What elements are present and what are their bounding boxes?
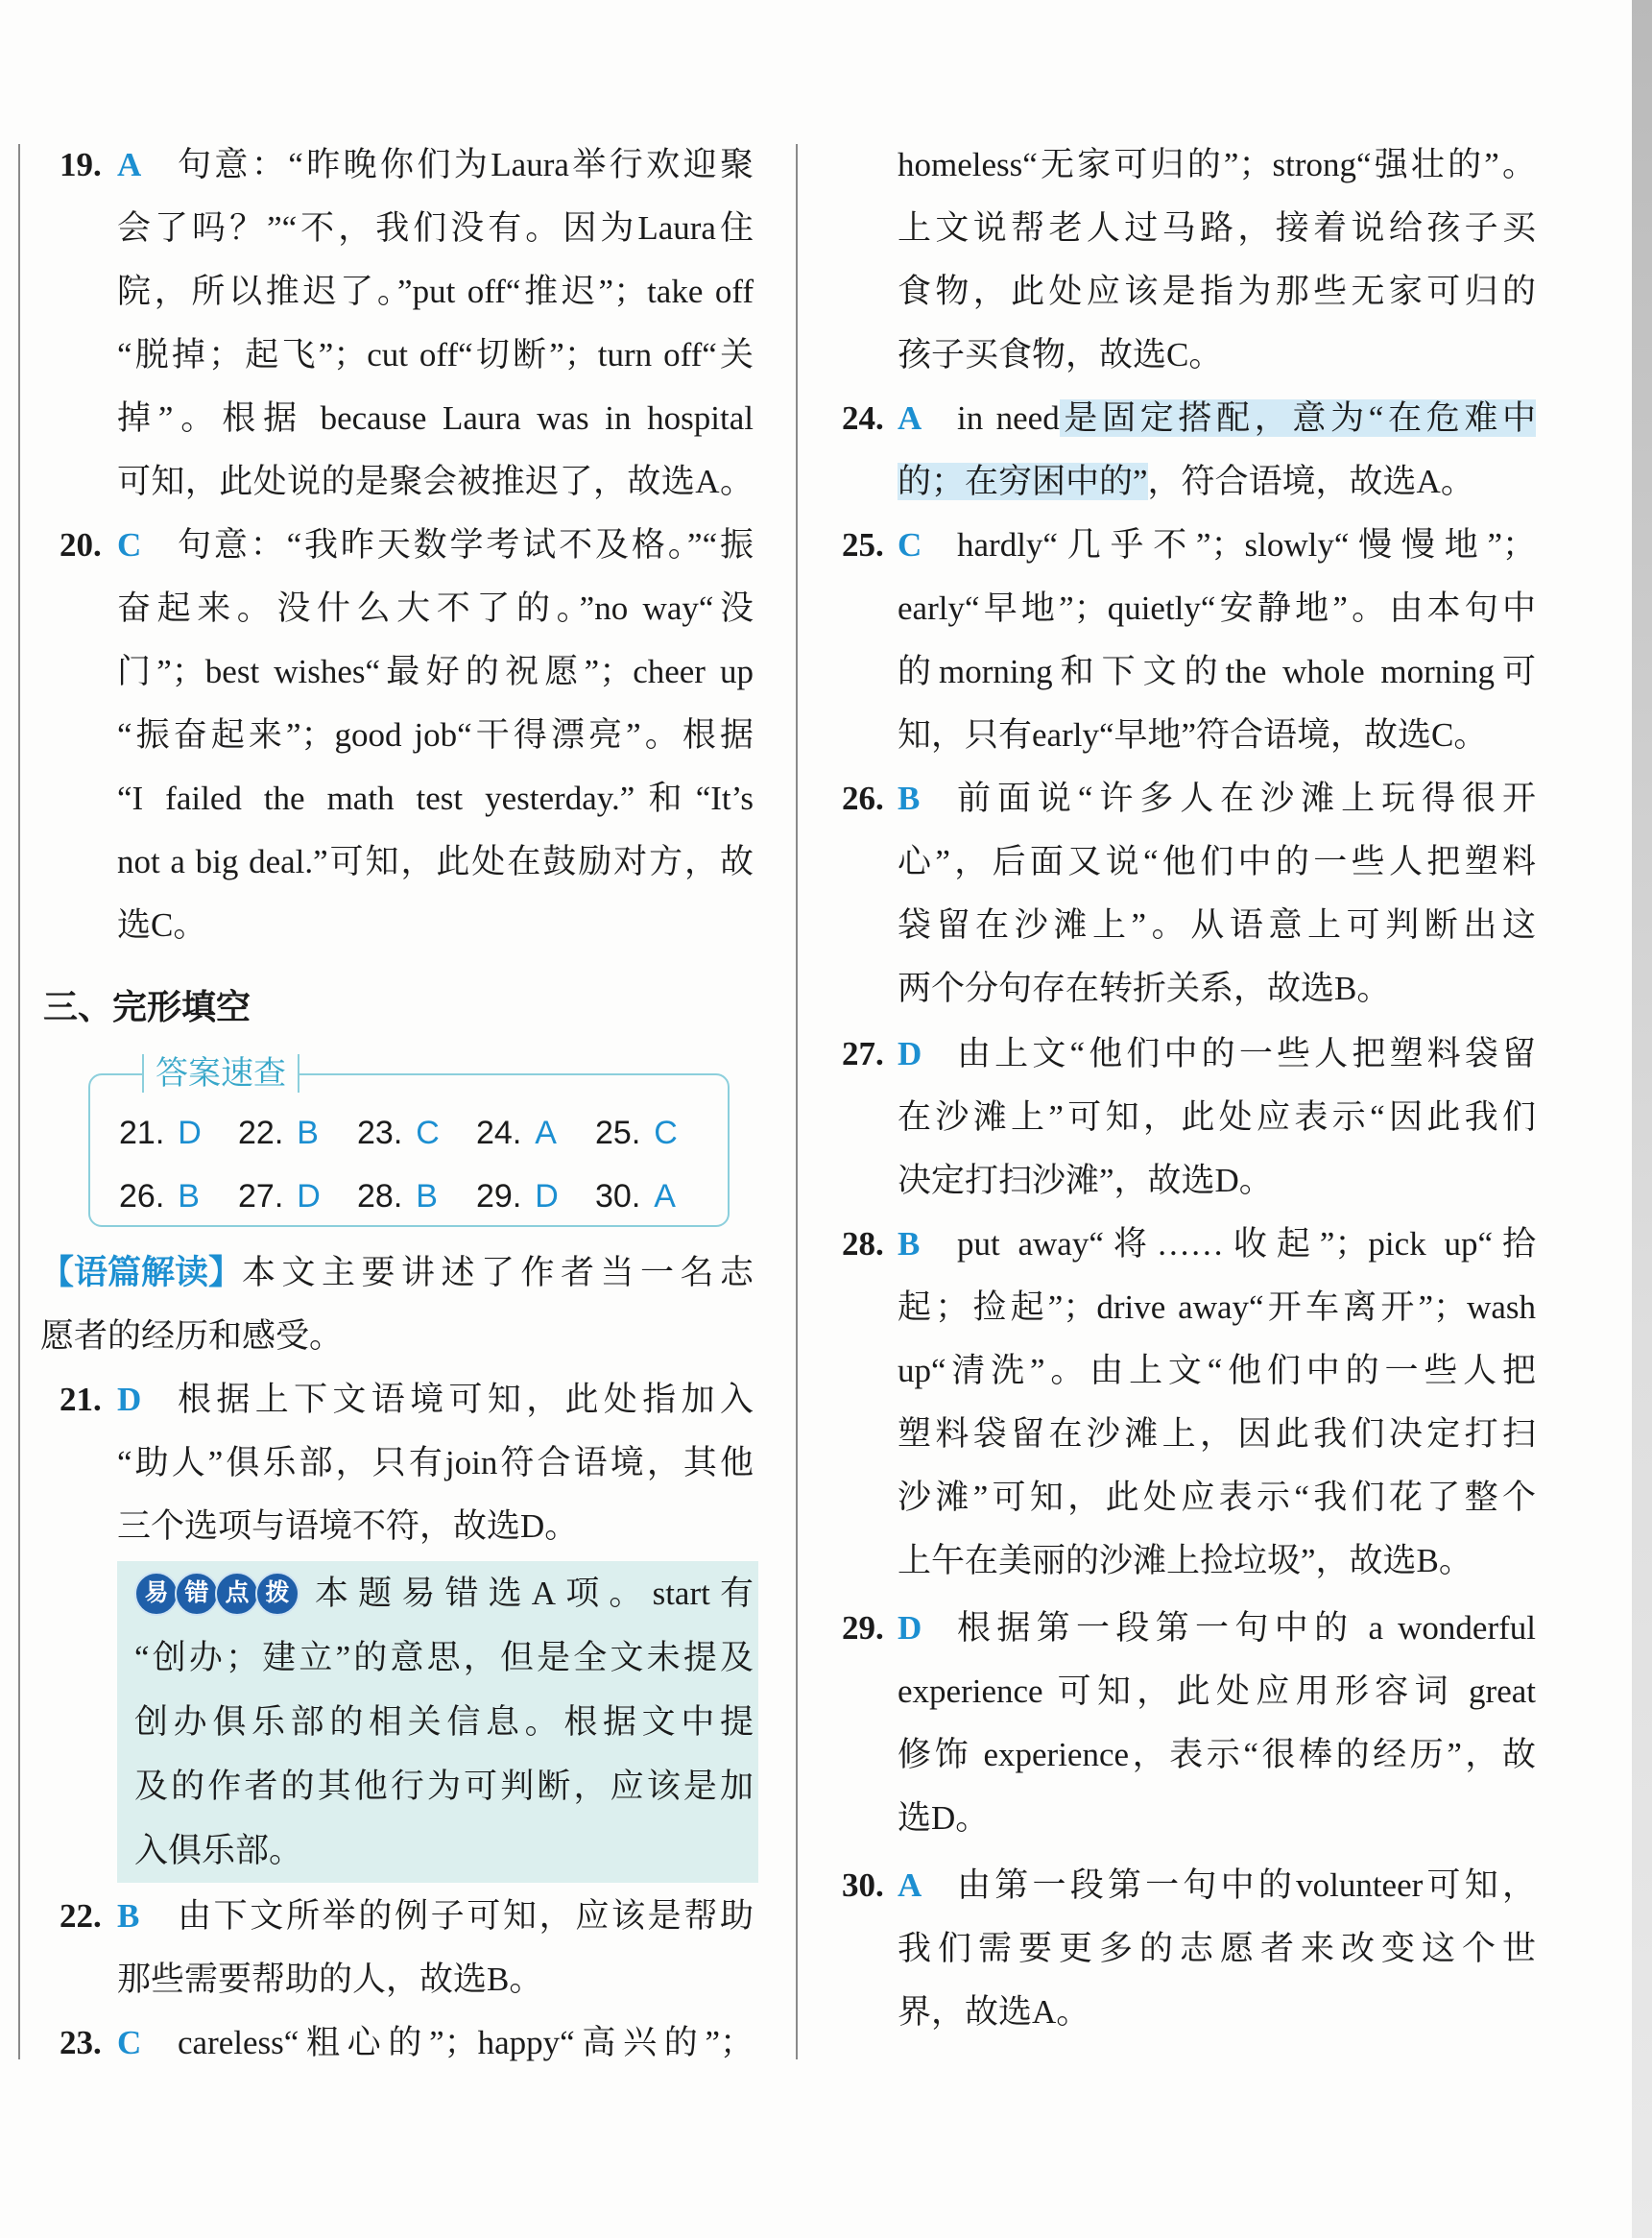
left-margin-rule bbox=[18, 144, 20, 2059]
text-line bbox=[40, 1305, 754, 1368]
answer-letter: C bbox=[898, 526, 922, 564]
scan-edge-shadow bbox=[1632, 0, 1652, 2238]
question-22 bbox=[60, 1885, 754, 2011]
text-line bbox=[842, 1276, 1536, 1339]
question-number: 30. bbox=[842, 1866, 884, 1904]
tip-text: 及的作者的其他行为可判断，应该是加 bbox=[134, 1768, 754, 1805]
answer-letter: A bbox=[117, 146, 142, 183]
explanation-text: 我们需要更多的志愿者来改变这个世 bbox=[898, 1930, 1536, 1967]
answer-key-item bbox=[357, 1165, 476, 1228]
answer-letter: C bbox=[117, 2024, 142, 2061]
question-number: 28. bbox=[842, 1225, 884, 1263]
text-line bbox=[60, 1495, 754, 1558]
explanation-text: 选D。 bbox=[898, 1799, 990, 1837]
text-line bbox=[60, 1432, 754, 1495]
text-line bbox=[842, 260, 1536, 324]
question-20 bbox=[60, 514, 754, 957]
question-number: 25. bbox=[842, 526, 884, 564]
highlighted-text: 的；在穷困中的” bbox=[898, 463, 1148, 500]
question-23 bbox=[60, 2011, 754, 2075]
answer-key-number: 23. bbox=[357, 1115, 403, 1151]
text-line bbox=[60, 1368, 754, 1432]
section-heading: 三、完形填空 bbox=[43, 987, 251, 1026]
text-line bbox=[60, 767, 754, 830]
text-line bbox=[842, 1981, 1536, 2044]
answer-key-letter: D bbox=[297, 1178, 321, 1215]
passage-analysis-text: 愿者的经历和感受。 bbox=[40, 1317, 344, 1355]
answer-key-item bbox=[119, 1101, 238, 1165]
text-line bbox=[134, 1690, 754, 1754]
text-line bbox=[842, 197, 1536, 260]
answer-key-letter: A bbox=[535, 1115, 557, 1151]
answer-key-row bbox=[119, 1101, 714, 1165]
text-line bbox=[60, 704, 754, 767]
explanation-text: 会了吗？”“不，我们没有。因为Laura住 bbox=[117, 209, 754, 247]
text-line bbox=[60, 133, 754, 197]
text-line bbox=[134, 1818, 754, 1883]
question-number: 20. bbox=[60, 526, 102, 564]
text-line bbox=[842, 1339, 1536, 1403]
text-line bbox=[60, 2011, 754, 2075]
explanation-text: hardly“几乎不”；slowly“慢慢地”； bbox=[957, 526, 1536, 564]
question-number: 27. bbox=[842, 1035, 884, 1072]
text-line bbox=[60, 514, 754, 577]
question-23-continued bbox=[842, 133, 1536, 387]
answer-key-number: 29. bbox=[476, 1178, 522, 1215]
explanation-text: 的morning和下文的the whole morning可 bbox=[898, 653, 1536, 690]
explanation-text: 两个分句存在转折关系，故选B。 bbox=[898, 970, 1391, 1007]
text-line bbox=[40, 1241, 754, 1305]
answer-letter: C bbox=[117, 526, 142, 564]
text-line bbox=[842, 450, 1536, 514]
text-line bbox=[842, 704, 1536, 767]
text-line bbox=[842, 133, 1536, 197]
explanation-text: 沙滩”可知，此处应表示“我们花了整个 bbox=[898, 1479, 1536, 1516]
explanation-text: 句意：“我昨天数学考试不及格。”“振 bbox=[178, 526, 754, 564]
badge-char: 错 bbox=[175, 1572, 219, 1616]
explanation-text: 食物，此处应该是指为那些无家可归的 bbox=[898, 273, 1536, 310]
text-line bbox=[842, 387, 1536, 450]
answer-letter: B bbox=[898, 1225, 921, 1263]
text-line bbox=[60, 324, 754, 387]
question-28 bbox=[842, 1213, 1536, 1593]
question-number: 26. bbox=[842, 780, 884, 817]
explanation-text: 那些需要帮助的人，故选B。 bbox=[117, 1961, 543, 1998]
explanation-text: not a big deal.”可知，此处在鼓励对方，故 bbox=[117, 843, 754, 880]
explanation-text: 三个选项与语境不符，故选D。 bbox=[117, 1507, 579, 1545]
text-line bbox=[842, 1787, 1536, 1850]
explanation-text: “I failed the math test yesterday.”和“It’s bbox=[117, 780, 754, 817]
badge-char: 点 bbox=[215, 1572, 259, 1616]
text-line bbox=[842, 1213, 1536, 1276]
text-line bbox=[60, 894, 754, 957]
text-line bbox=[60, 1885, 754, 1948]
passage-analysis-tag: 【语篇解读】 bbox=[40, 1254, 243, 1291]
question-number: 22. bbox=[60, 1897, 102, 1935]
text-line bbox=[842, 767, 1536, 830]
explanation-text: “脱掉；起飞”；cut off“切断”；turn off“关 bbox=[117, 336, 754, 373]
explanation-text: 根据第一段第一句中的 a wonderful bbox=[957, 1609, 1536, 1647]
answer-letter: D bbox=[117, 1381, 142, 1418]
badge-char: 易 bbox=[134, 1572, 179, 1616]
explanation-text bbox=[957, 387, 1536, 450]
question-number: 23. bbox=[60, 2024, 102, 2061]
text-line bbox=[842, 577, 1536, 640]
answer-key-item bbox=[476, 1165, 595, 1228]
answer-key-letter: D bbox=[178, 1115, 202, 1151]
text-line bbox=[134, 1561, 754, 1625]
answer-key-letter: A bbox=[654, 1178, 676, 1215]
common-error-badge bbox=[134, 1561, 299, 1625]
explanation-text: 起；捡起”；drive away“开车离开”；wash bbox=[898, 1288, 1536, 1326]
question-24 bbox=[842, 387, 1536, 514]
question-25 bbox=[842, 514, 1536, 767]
tip-text: 入俱乐部。 bbox=[134, 1832, 303, 1869]
explanation-text: homeless“无家可归的”；strong“强壮的”。 bbox=[898, 146, 1536, 183]
text-line bbox=[60, 387, 754, 450]
text-line bbox=[842, 1917, 1536, 1981]
text-line bbox=[842, 324, 1536, 387]
answer-key-row bbox=[119, 1165, 714, 1228]
explanation-text: 句意：“昨晚你们为Laura举行欢迎聚 bbox=[178, 146, 754, 183]
answer-letter: B bbox=[117, 1897, 140, 1935]
highlighted-text: 是固定搭配，意为“在危难中 bbox=[1059, 399, 1536, 437]
explanation-text: 心”，后面又说“他们中的一些人把塑料 bbox=[898, 843, 1536, 880]
text-line bbox=[842, 1854, 1536, 1917]
answer-key-number: 25. bbox=[595, 1115, 641, 1151]
explanation-text: “振奋起来”；good job“干得漂亮”。根据 bbox=[117, 716, 754, 754]
question-19 bbox=[60, 133, 754, 514]
explanation-text: 由下文所举的例子可知，应该是帮助 bbox=[178, 1897, 754, 1935]
answer-key-number: 22. bbox=[238, 1115, 284, 1151]
answer-key-number: 28. bbox=[357, 1178, 403, 1215]
column-divider bbox=[796, 144, 798, 2059]
text-line bbox=[842, 1597, 1536, 1660]
text-line bbox=[134, 1754, 754, 1818]
answer-letter: D bbox=[898, 1609, 922, 1647]
explanation-text: 袋留在沙滩上”。从语意上可判断出这 bbox=[898, 906, 1536, 944]
answer-key-item bbox=[476, 1101, 595, 1165]
text-line bbox=[842, 894, 1536, 957]
question-27 bbox=[842, 1023, 1536, 1213]
question-number: 19. bbox=[60, 146, 102, 183]
explanation-text: experience 可知，此处应用形容词 great bbox=[898, 1672, 1536, 1710]
answer-key-number: 30. bbox=[595, 1178, 641, 1215]
text-line bbox=[842, 1723, 1536, 1787]
answer-key-number: 21. bbox=[119, 1115, 165, 1151]
answer-key-letter: B bbox=[178, 1178, 200, 1215]
text-line bbox=[842, 640, 1536, 704]
text-line bbox=[842, 1023, 1536, 1086]
question-number: 29. bbox=[842, 1609, 884, 1647]
explanation-text: 塑料袋留在沙滩上，因此我们决定打扫 bbox=[898, 1415, 1536, 1453]
explanation-text: 奋起来。没什么大不了的。”no way“没 bbox=[117, 590, 754, 627]
text-line bbox=[134, 1625, 754, 1690]
text-line bbox=[842, 1660, 1536, 1723]
text-line bbox=[60, 450, 754, 514]
answer-letter: B bbox=[898, 780, 921, 817]
explanation-text: 上文说帮老人过马路，接着说给孩子买 bbox=[898, 209, 1536, 247]
explanation-text: careless“粗心的”；happy“高兴的”； bbox=[178, 2024, 754, 2061]
answer-letter: A bbox=[898, 399, 922, 437]
explanation-text: 界，故选A。 bbox=[898, 1993, 1090, 2031]
answer-key-number: 26. bbox=[119, 1178, 165, 1215]
answer-key-box bbox=[88, 1055, 730, 1227]
explanation-text: 修饰 experience，表示“很棒的经历”，故 bbox=[898, 1736, 1536, 1773]
explanation-text: put away“将……收起”；pick up“拾 bbox=[957, 1225, 1536, 1263]
explanation-text: 门”；best wishes“最好的祝愿”；cheer up bbox=[117, 653, 754, 690]
question-26 bbox=[842, 767, 1536, 1021]
explanation-text: 可知，此处说的是聚会被推迟了，故选A。 bbox=[117, 463, 754, 500]
text-line bbox=[842, 1403, 1536, 1466]
answer-key-item bbox=[357, 1101, 476, 1165]
answer-key-item bbox=[238, 1165, 357, 1228]
question-29 bbox=[842, 1597, 1536, 1850]
explanation-text: 由第一段第一句中的volunteer可知， bbox=[957, 1866, 1536, 1904]
question-30 bbox=[842, 1854, 1536, 2044]
explanation-text: 前面说“许多人在沙滩上玩得很开 bbox=[957, 780, 1536, 817]
text-line bbox=[842, 1529, 1536, 1593]
answer-key-letter: D bbox=[535, 1178, 559, 1215]
text-line bbox=[60, 577, 754, 640]
answer-key-letter: B bbox=[416, 1178, 438, 1215]
explanation-text: 决定打扫沙滩”，故选D。 bbox=[898, 1162, 1273, 1199]
phrase-text: in need bbox=[957, 399, 1060, 437]
passage-analysis-text: 本文主要讲述了作者当一名志 bbox=[242, 1254, 754, 1291]
common-error-tip-box bbox=[117, 1561, 758, 1883]
explanation-text: 孩子买食物，故选C。 bbox=[898, 336, 1223, 373]
passage-analysis bbox=[40, 1241, 754, 1368]
explanation-text: 上午在美丽的沙滩上捡垃圾”，故选B。 bbox=[898, 1542, 1472, 1579]
answer-key-letter: C bbox=[654, 1115, 678, 1151]
text-line bbox=[60, 640, 754, 704]
explanation-text: 由上文“他们中的一些人把塑料袋留 bbox=[957, 1035, 1536, 1072]
answer-key-item bbox=[595, 1165, 714, 1228]
explanation-text: early“早地”；quietly“安静地”。由本句中 bbox=[898, 590, 1536, 627]
answer-key-letter: B bbox=[297, 1115, 319, 1151]
explanation-text: 根据上下文语境可知，此处指加入 bbox=[178, 1381, 754, 1418]
answer-key-label: 答案速查 bbox=[142, 1054, 299, 1093]
text-line bbox=[842, 514, 1536, 577]
question-21 bbox=[60, 1368, 754, 1558]
question-number: 24. bbox=[842, 399, 884, 437]
answer-letter: A bbox=[898, 1866, 922, 1904]
text-line bbox=[60, 197, 754, 260]
explanation-text: 掉”。根据 because Laura was in hospital bbox=[117, 399, 754, 437]
explanation-text: 在沙滩上”可知，此处应表示“因此我们 bbox=[898, 1098, 1536, 1136]
answer-key-number: 27. bbox=[238, 1178, 284, 1215]
explanation-text: 院，所以推迟了。”put off“推迟”；take off bbox=[117, 273, 754, 310]
text-line bbox=[842, 1466, 1536, 1529]
answer-key-item bbox=[238, 1101, 357, 1165]
plain-text: ，符合语境，故选A。 bbox=[1147, 463, 1474, 500]
tip-text: “创办；建立”的意思，但是全文未提及 bbox=[134, 1639, 754, 1676]
explanation-text: “助人”俱乐部，只有join符合语境，其他 bbox=[117, 1444, 754, 1481]
tip-text: 本题易错选A项。start有 bbox=[315, 1575, 754, 1612]
text-line bbox=[842, 1149, 1536, 1213]
tip-text: 创办俱乐部的相关信息。根据文中提 bbox=[134, 1703, 754, 1741]
answer-letter: D bbox=[898, 1035, 922, 1072]
text-line bbox=[60, 260, 754, 324]
explanation-text: up“清洗”。由上文“他们中的一些人把 bbox=[898, 1352, 1536, 1389]
text-line bbox=[842, 957, 1536, 1021]
answer-key-item bbox=[119, 1165, 238, 1228]
text-line bbox=[842, 1086, 1536, 1149]
badge-char: 拨 bbox=[255, 1572, 299, 1616]
explanation-text: 选C。 bbox=[117, 906, 207, 944]
answer-key-letter: C bbox=[416, 1115, 440, 1151]
explanation-text bbox=[898, 450, 1536, 514]
text-line bbox=[60, 830, 754, 894]
answer-key-item bbox=[595, 1101, 714, 1165]
text-line bbox=[842, 830, 1536, 894]
text-line bbox=[60, 1948, 754, 2011]
question-number: 21. bbox=[60, 1381, 102, 1418]
explanation-text: 知，只有early“早地”符合语境，故选C。 bbox=[898, 716, 1488, 754]
answer-key-number: 24. bbox=[476, 1115, 522, 1151]
